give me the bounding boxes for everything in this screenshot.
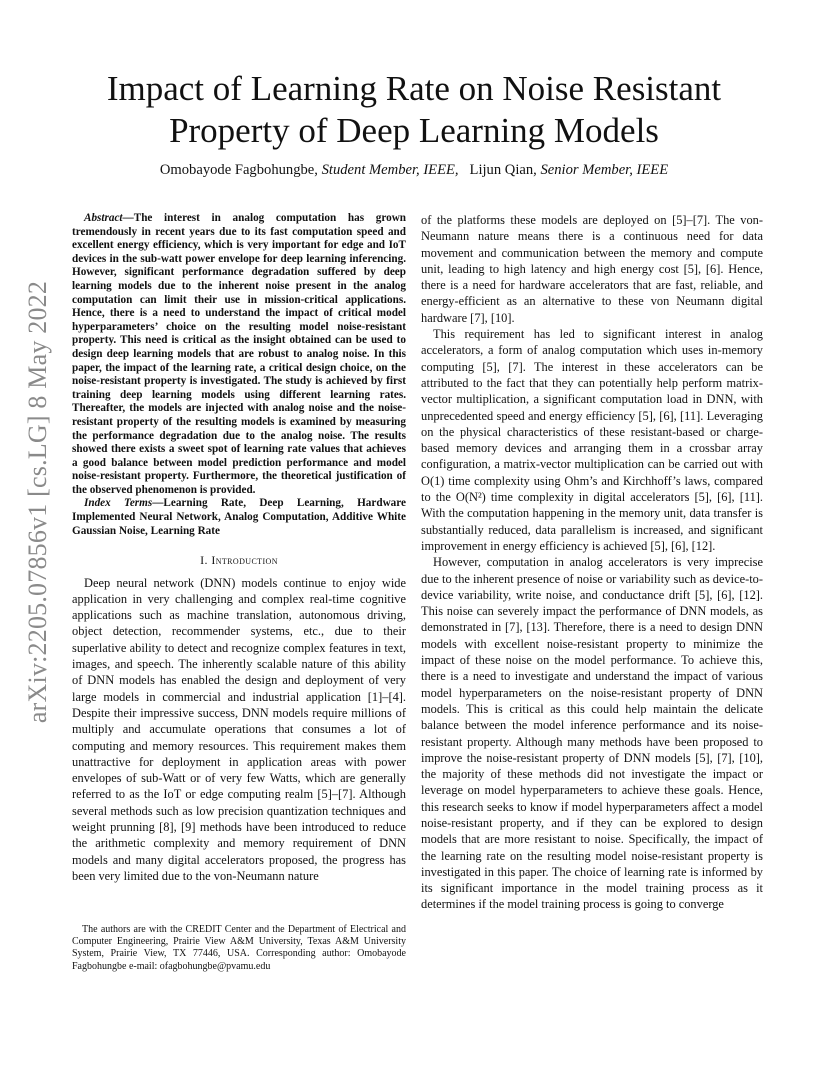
arxiv-identifier-sidebar [18, 282, 58, 722]
title-line-2: Property of Deep Learning Models [169, 111, 659, 150]
arxiv-id: arXiv:2205.07856v1 [cs.LG] 8 May 2022 [23, 280, 52, 724]
author-1-role: Student Member, IEEE, [321, 162, 459, 178]
title-line-1: Impact of Learning Rate on Noise Resistant [106, 69, 722, 108]
right-column [421, 212, 763, 913]
intro-paragraph-3: This requirement has led to significant interest in analog accelerators, a form of analog computation which uses in-memory computing [5], [7]. The interest in these accelerators can be attributed to the fact that they can potentially help perform matrix-vector multiplication, a significant computation load in DNN, with unprecedented speed and energy efficiency [5], [6], [11]. Leveraging on the physical characteristics of these resistant-based or charge-based memory devices and arranging them in a crossbar array configuration, a matrix-vector multiplication can be carried out with O(1) time complexity using Ohm’s and Kirchhoff’s laws, compared to the O(N²) time complexity in digital accelerators [5], [6], [11]. With the computation happening in the memory unit, data transfer is substantially reduced, data parallelism is increased, and significant improvement in energy efficiency is achieved [5], [6], [12]. [421, 327, 763, 553]
author-affiliation-footnote [72, 924, 406, 973]
abstract-text: —The interest in analog computation has grown tremendously in recent years due to its fast computation speed and excellent energy efficiency, which is very important for edge and IoT devices in the sub-watt power envelope for deep learning inferencing. However, significant performance degradation suffered by deep learning models due to the inherent noise present in the analog computation can limit their use in mission-critical applications. Hence, there is a need to understand the impact of critical model hyperparameters’ choice on the resulting model noise-resistant property. This need is critical as the insight obtained can be used to design deep learning models that are robust to analog noise. In this paper, the impact of the learning rate, a critical design choice, on the noise-resistant property is investigated. The study is achieved by first training deep learning models using different learning rates. Thereafter, the models are injected with analog noise and the noise-resistant property of the resulting models is examined by measuring the performance degradation due to the analog noise. The results showed there exists a sweet spot of learning rate values that achieves a good balance between model prediction performance and model noise-resistant property. Furthermore, the theoretical justification of the observed phenomenon is provided. [72, 212, 406, 496]
section-number: I. [200, 553, 212, 568]
index-terms-text: —Learning Rate, Deep Learning, Hardware Implemented Neural Network, Analog Computation, Additive White Gaussian Noise, Learning Rate [72, 497, 406, 537]
intro-paragraph-1: Deep neural network (DNN) models continue to enjoy wide application in very challenging and complex real-time cognitive applications such as machine translation, autonomous driving, object detection, recommender systems, etc., due to their superlative ability to detect and recognize complex features in text, images, and speech. The inherently scalable nature of this ability of DNN models has enabled the design and deployment of very large models in commercial and industrial application [1]–[4]. Despite their impressive success, DNN models require millions of multiply and accumulate operations that consumes a lot of computing and memory resources. This requirement makes them unattractive for deployment in application areas with power envelopes of sub-Watt or of very few Watts, which are generally referred to as the IoT or edge computing realm [5]–[7]. Although several methods such as low precision quantization techniques and weight prunning [8], [9] methods have been introduced to reduce the arithmetic complexity and memory requirement of DNN models and many digital accelerators proposed, the progress has been very limited due to the von-Neumann nature [72, 575, 406, 883]
index-terms-label: Index Terms [84, 497, 153, 510]
intro-paragraph-2: of the platforms these models are deployed on [5]–[7]. The von-Neumann nature means there is a continuous need for data movement and communication between the memory and compute unit, leading to high latency and high energy cost [5], [6]. Hence, there is a need for hardware accelerators that are fast, reliable, and energy-efficient as an alternative to these von Neumann digital hardware [7], [10]. [421, 213, 763, 325]
intro-paragraph-4: However, computation in analog accelerators is very imprecise due to the inherent presence of noise or variability such as device-to-device variability, write noise, and conductance drift [5], [6], [12]. This noise can severely impact the performance of DNN models, as demonstrated in [7], [13]. Therefore, there is a need to design DNN models with excellent noise-resistant property to minimize the impact of these noise on the model performance. To achieve this, there is a need to investigate and understand the impact of various model hyperparameters on the noise-resistant property of DNN models. This is critical as this could help maintain the delicate balance between the model inference performance and its noise-resistant property. Although many methods have been proposed to improve the noise-resistant property of DNN models [5], [7], [10], the majority of these methods did not investigate the impact or leverage on model hyperparameters to achieve these goals. Hence, this research seeks to know if model hyperparameters affect a model noise-resistant property, and if they can be explored to design models that are more resistant to noise. Specifically, the impact of the learning rate on the resulting model noise-resistant property is investigated in this paper. The choice of learning rate is informed by its significant importance in the model training process as it determines if the model training process is going to converge [421, 555, 763, 912]
section-heading-introduction [72, 552, 406, 568]
author-line [70, 162, 758, 179]
left-column [72, 212, 406, 884]
footnote-text: The authors are with the CREDIT Center and the Department of Electrical and Computer Engineering, Prairie View A&M University, Texas A&M University System, Prairie View, TX 77446, USA. Corresponding author: Omobayode Fagbohungbe e-mail: ofagbohungbe@pvamu.edu [72, 924, 406, 972]
author-1-name: Omobayode Fagbohungbe, [159, 162, 322, 178]
author-2-role: Senior Member, IEEE [540, 162, 669, 178]
section-title: Introduction [211, 553, 278, 568]
paper-title [70, 68, 758, 152]
abstract-label: Abstract [84, 212, 123, 224]
author-2-name: Lijun Qian, [469, 162, 541, 178]
abstract [72, 212, 406, 497]
index-terms [72, 497, 406, 538]
